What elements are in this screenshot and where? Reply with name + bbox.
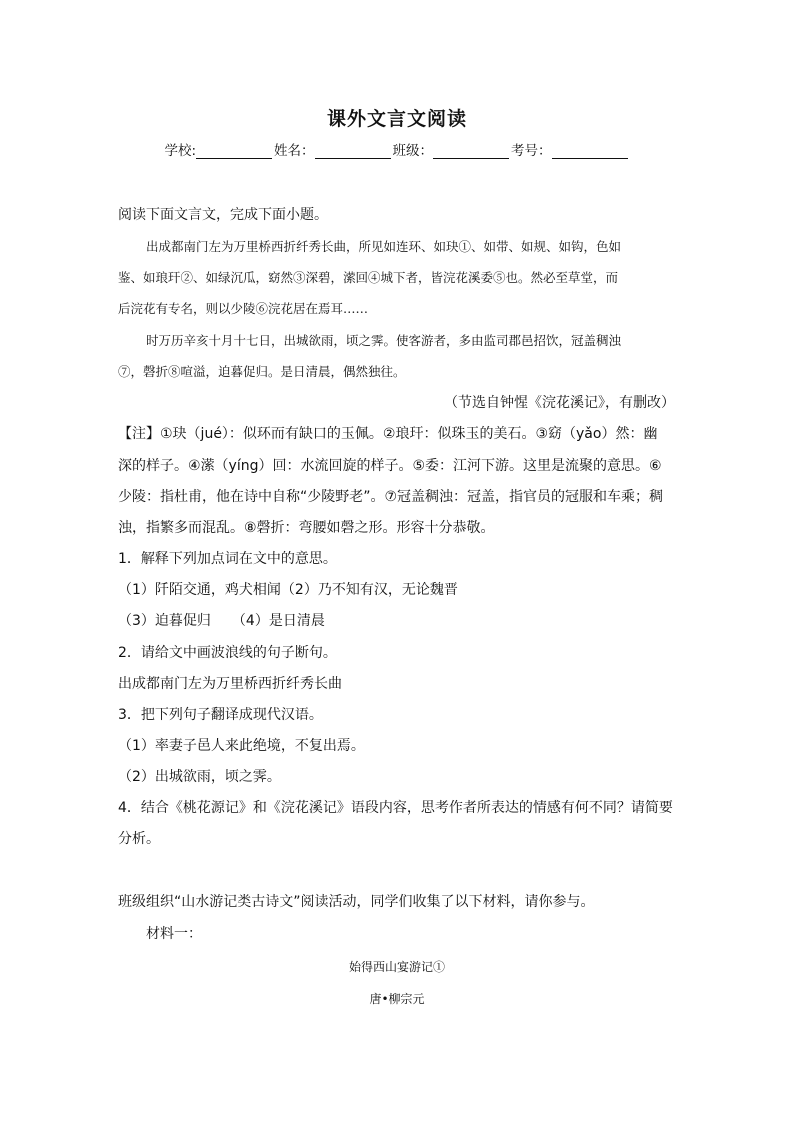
note-line: 【注】①玦（jué）：似环而有缺口的玉佩。②琅玕：似珠玉的美石。③窈（yǎo）然：幽 <box>118 426 658 442</box>
reading-instruction: 阅读下面文言文，完成下面小题。 <box>118 207 328 223</box>
question-4: 4．结合《桃花源记》和《浣花溪记》语段内容，思考作者所表达的情感有何不同？请简要 <box>118 800 673 816</box>
question-4-cont: 分析。 <box>118 831 160 847</box>
number-blank[interactable] <box>552 144 628 159</box>
poem-title: 始得西山宴游记① <box>348 960 445 974</box>
student-info-row <box>0 139 794 159</box>
passage-line: 后浣花有专名，则以少陵⑥浣花居在焉耳…… <box>118 301 369 316</box>
school-label: 学校: <box>164 143 197 159</box>
question-2-sentence: 出成都南门左为万里桥西折纤秀长曲 <box>118 676 342 692</box>
note-line: 少陵：指杜甫，他在诗中自称“少陵野老”。⑦冠盖稠浊：冠盖，指官员的冠服和车乘；稠 <box>118 489 664 505</box>
passage-line: 时万历辛亥十月十七日，出城欲雨，顷之霁。使客游者，多由监司郡邑招饮，冠盖稠浊 <box>146 333 622 348</box>
question-1-items: （1）阡陌交通，鸡犬相闻（2）乃不知有汉，无论魏晋 <box>118 582 458 598</box>
page-title: 课外文言文阅读 <box>326 108 467 130</box>
poem-author: 唐•柳宗元 <box>369 992 425 1006</box>
note-line: 浊，指繁多而混乱。⑧磬折：弯腰如磬之形。形容十分恭敬。 <box>118 520 495 536</box>
question-2: 2．请给文中画波浪线的句子断句。 <box>118 645 337 661</box>
passage-line: ⑦，磬折⑧喧溢，迫暮促归。是日清晨，偶然独往。 <box>118 364 406 379</box>
school-blank[interactable] <box>196 144 272 159</box>
passage-line: 鉴、如琅玕②、如绿沉瓜，窈然③深碧，潆回④城下者，皆浣花溪委⑤也。然必至草堂，而 <box>118 270 619 285</box>
question-1-items: （3）迫暮促归 （4）是日清晨 <box>118 613 325 629</box>
question-1: 1．解释下列加点词在文中的意思。 <box>118 551 337 567</box>
passage-line: 出成都南门左为万里桥西折纤秀长曲，所见如连环、如玦①、如带、如规、如钩，色如 <box>146 239 622 254</box>
question-3-item: （2）出城欲雨，顷之霁。 <box>118 769 281 785</box>
question-3-item: （1）率妻子邑人来此绝境，不复出焉。 <box>118 738 365 754</box>
number-label: 考号： <box>511 143 552 159</box>
passage-source: （节选自钟惺《浣花溪记》，有删改） <box>444 395 675 411</box>
name-blank[interactable] <box>315 144 391 159</box>
question-3: 3．把下列句子翻译成现代汉语。 <box>118 707 323 723</box>
class-blank[interactable] <box>433 144 509 159</box>
class-label: 班级： <box>392 143 434 159</box>
note-line: 深的样子。④潆（yíng）回：水流回旋的样子。⑤委：江河下游。这里是流聚的意思。⑥ <box>118 458 662 474</box>
name-label: 姓名： <box>274 143 315 159</box>
material-label: 材料一： <box>146 926 202 942</box>
section2-intro: 班级组织“山水游记类古诗文”阅读活动，同学们收集了以下材料，请你参与。 <box>118 894 595 910</box>
